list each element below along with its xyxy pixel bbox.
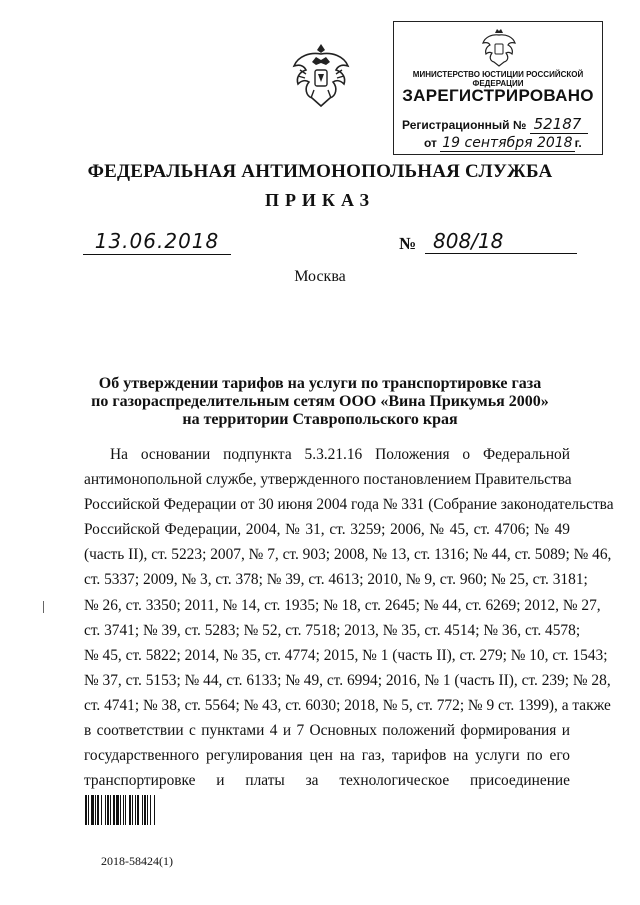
stamp-registration-date — [424, 135, 582, 152]
body-paragraph — [84, 442, 614, 793]
order-number: 808/18 — [425, 226, 577, 254]
barcode-bar — [144, 795, 146, 825]
body-line: ст. 5337; 2009, № 3, ст. 378; № 39, ст. 4613; 2010, № 9, ст. 960; № 25, ст. 3181; — [84, 571, 588, 589]
barcode-bar — [110, 795, 111, 825]
stamp-status: ЗАРЕГИСТРИРОВАНО — [402, 86, 594, 105]
barcode-bar — [91, 795, 94, 825]
body-line: № 26, ст. 3350; 2011, № 14, ст. 1935; № 18, ст. 2645; № 44, ст. 6269; 2012, № 27, — [84, 596, 601, 614]
stamp-registration-number — [402, 115, 588, 134]
body-line: ст. 3741; № 39, ст. 5283; № 52, ст. 7518; 2013, № 35, ст. 4514; № 36, ст. 4578; — [84, 621, 581, 639]
barcode-bar — [123, 795, 124, 825]
body-line: транспортировке и платы за технологическое присоединение — [84, 772, 570, 790]
registration-stamp — [393, 21, 603, 155]
barcode-bar — [120, 795, 121, 825]
body-line: государственного регулирования цен на газ, тарифов на услуги по его — [84, 747, 570, 765]
city: Москва — [294, 268, 346, 285]
body-line: Российской Федерации от 30 июня 2004 года № 331 (Собрание законодательства — [84, 496, 614, 514]
body-line: в соответствии с пунктами 4 и 7 Основных положений формирования и — [84, 722, 570, 740]
barcode-bar — [88, 795, 89, 825]
body-line: № 37, ст. 5153; № 44, ст. 6133; № 49, ст. 6994; 2016, № 1 (часть II), ст. 239; № 28, — [84, 671, 611, 689]
body-line: Российской Федерации, 2004, № 31, ст. 3259; 2006, № 45, ст. 4706; № 49 — [84, 521, 570, 539]
order-date: 13.06.2018 — [83, 226, 231, 255]
barcode-bar — [137, 795, 139, 825]
barcode-bar — [129, 795, 131, 825]
stamp-number-label: Регистрационный № — [402, 118, 527, 132]
margin-mark — [43, 601, 44, 613]
barcode-bar — [107, 795, 109, 825]
barcode-bar — [101, 795, 102, 825]
body-line: № 45, ст. 5822; 2014, № 35, ст. 4774; 2015, № 1 (часть II), ст. 279; № 10, ст. 1543; — [84, 646, 608, 664]
barcode-bar — [85, 795, 87, 825]
barcode-bar — [147, 795, 148, 825]
body-line: антимонопольной службе, утвержденного постановлением Правительства — [84, 471, 572, 489]
barcode-bar — [135, 795, 136, 825]
stamp-number-value: 52187 — [530, 115, 588, 134]
barcode-bar — [154, 795, 155, 825]
stamp-date-label: от — [424, 136, 437, 150]
barcode-bar — [113, 795, 115, 825]
coat-of-arms-icon — [290, 40, 352, 112]
barcode-bar — [132, 795, 133, 825]
barcode-bar — [142, 795, 143, 825]
body-line: ст. 4741; № 38, ст. 5564; № 43, ст. 6030; 2018, № 5, ст. 772; № 9 ст. 1399), а также — [84, 696, 611, 714]
document-code: 2018-58424(1) — [101, 854, 173, 868]
barcode-bar — [150, 795, 151, 825]
stamp-date-value: 19 сентября 2018 — [442, 135, 573, 151]
document-type: ПРИКАЗ — [264, 190, 376, 210]
stamp-date-suffix: г. — [574, 136, 582, 150]
title-line: Об утверждении тарифов на услуги по транспортировке газа — [98, 375, 542, 392]
barcode-bar — [116, 795, 119, 825]
stamp-ministry-name: МИНИСТЕРСТВО ЮСТИЦИИ РОССИЙСКОЙ ФЕДЕРАЦИИ — [412, 70, 584, 88]
body-line: (часть II), ст. 5223; 2007, № 7, ст. 903; 2008, № 13, ст. 1316; № 44, ст. 5089; № 46, — [84, 546, 612, 564]
agency-name: ФЕДЕРАЛЬНАЯ АНТИМОНОПОЛЬНАЯ СЛУЖБА — [87, 161, 553, 182]
barcode-icon — [85, 795, 177, 825]
number-sign: № — [399, 234, 417, 253]
barcode-bar — [97, 795, 99, 825]
document-title — [80, 375, 560, 429]
barcode-bar — [125, 795, 126, 825]
barcode-bar — [95, 795, 96, 825]
body-line: На основании подпункта 5.3.21.16 Положения о Федеральной — [110, 446, 570, 463]
title-line: на территории Ставропольского края — [182, 411, 458, 428]
barcode-bar — [105, 795, 106, 825]
title-line: по газораспределительным сетям ООО «Вина Прикумья 2000» — [91, 393, 549, 410]
stamp-coat-of-arms-icon — [480, 27, 518, 67]
